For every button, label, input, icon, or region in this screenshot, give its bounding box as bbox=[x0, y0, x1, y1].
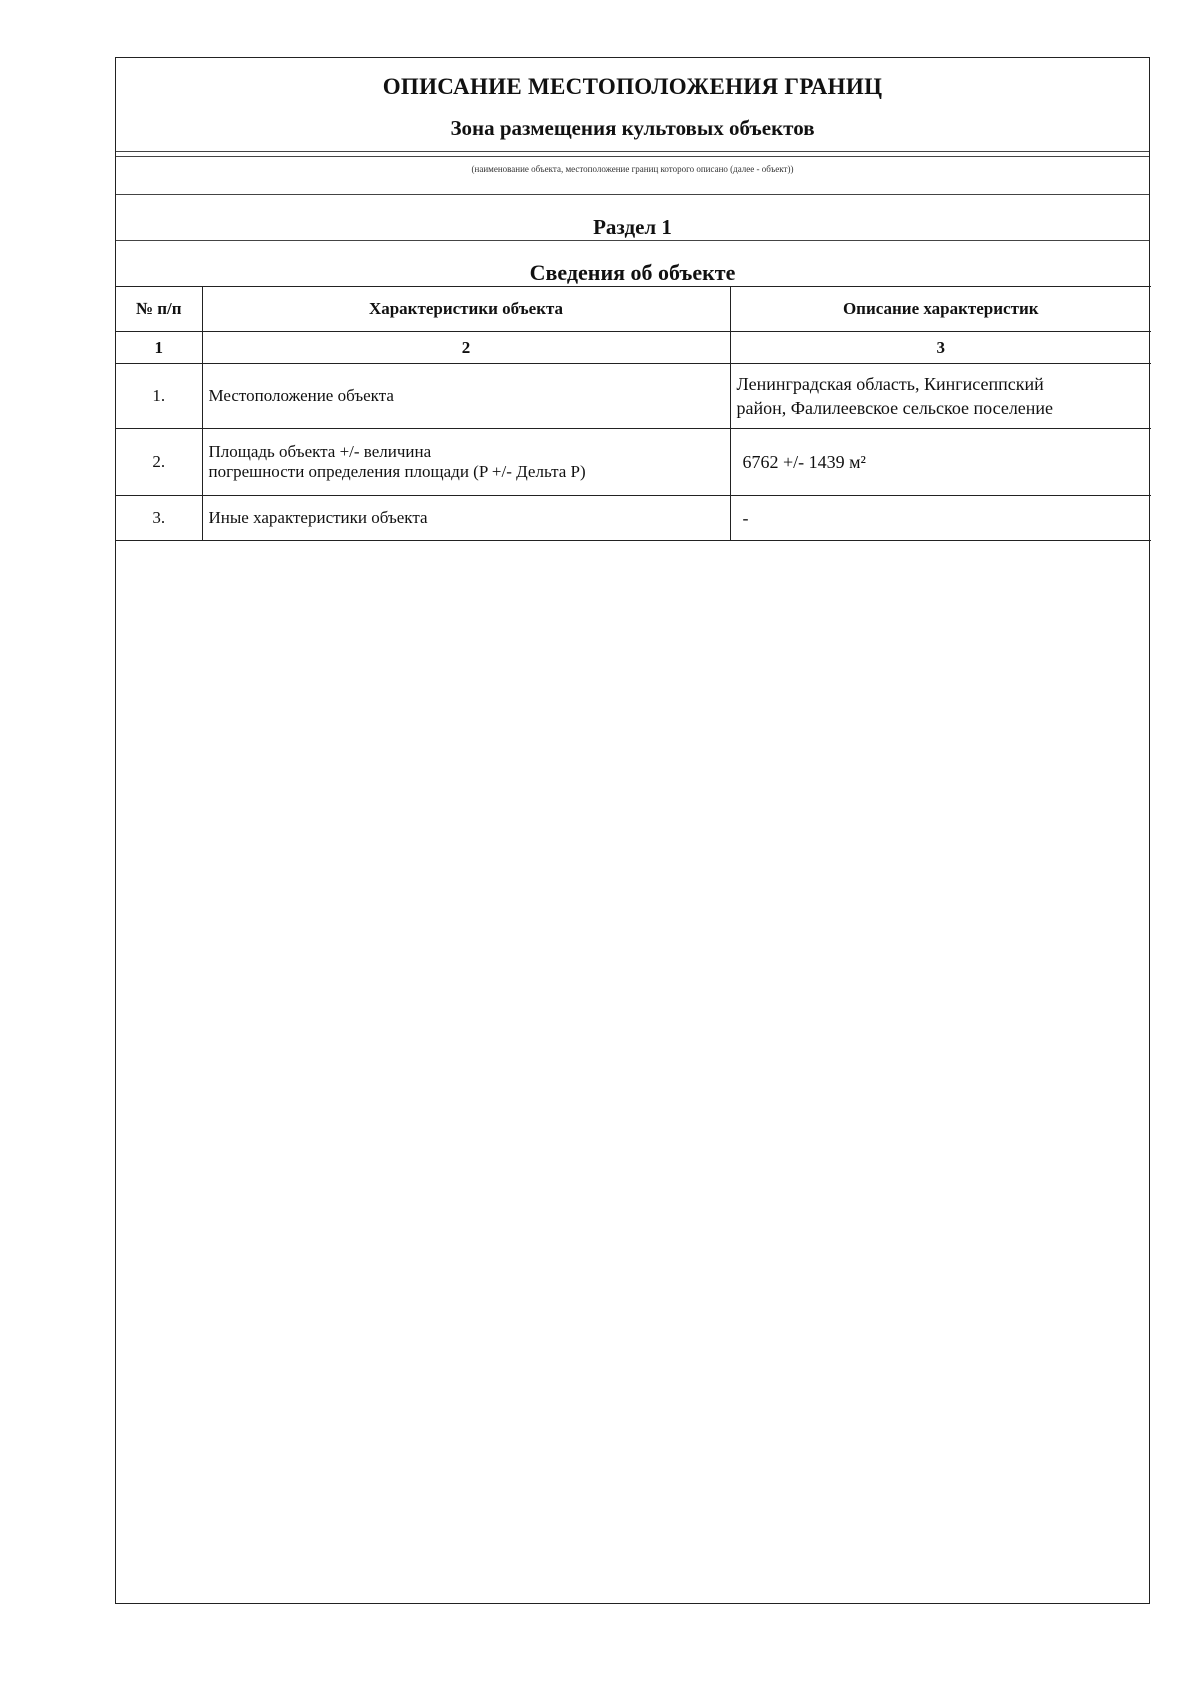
column-number: 1 bbox=[116, 332, 202, 364]
divider bbox=[116, 240, 1149, 241]
row-characteristic bbox=[202, 429, 730, 496]
header-number: № п/п bbox=[116, 287, 202, 332]
row-number: 2. bbox=[116, 429, 202, 496]
description-line: Ленинградская область, Кингисеппский bbox=[736, 374, 1044, 394]
characteristic-line: Площадь объекта +/- величина bbox=[208, 442, 432, 461]
divider bbox=[116, 151, 1149, 152]
column-number: 2 bbox=[202, 332, 730, 364]
section-label: Раздел 1 bbox=[593, 215, 672, 239]
characteristic-line: погрешности определения площади (P +/- Дельта P) bbox=[208, 462, 586, 481]
divider bbox=[116, 194, 1149, 195]
object-caption: (наименование объекта, местоположение границ которого описано (далее - объект)) bbox=[471, 164, 794, 174]
row-description: - bbox=[730, 496, 1151, 541]
row-number: 3. bbox=[116, 496, 202, 541]
section-title: Сведения об объекте bbox=[529, 260, 736, 285]
row-description: 6762 +/- 1439 м² bbox=[730, 429, 1151, 496]
description-line: район, Фалилеевское сельское поселение bbox=[736, 398, 1054, 418]
object-name: Зона размещения культовых объектов bbox=[450, 116, 815, 140]
row-characteristic: Местоположение объекта bbox=[202, 364, 730, 429]
document-frame bbox=[115, 57, 1150, 1604]
header-description: Описание характеристик bbox=[730, 287, 1151, 332]
header-characteristic: Характеристики объекта bbox=[202, 287, 730, 332]
row-description bbox=[730, 364, 1151, 429]
table-header-row bbox=[116, 287, 1151, 332]
document-title: ОПИСАНИЕ МЕСТОПОЛОЖЕНИЯ ГРАНИЦ bbox=[382, 74, 883, 99]
characteristics-table bbox=[116, 286, 1151, 541]
row-number: 1. bbox=[116, 364, 202, 429]
table-row bbox=[116, 364, 1151, 429]
table-row bbox=[116, 429, 1151, 496]
column-number-row bbox=[116, 332, 1151, 364]
row-characteristic: Иные характеристики объекта bbox=[202, 496, 730, 541]
column-number: 3 bbox=[730, 332, 1151, 364]
table-row bbox=[116, 496, 1151, 541]
divider bbox=[116, 156, 1149, 157]
